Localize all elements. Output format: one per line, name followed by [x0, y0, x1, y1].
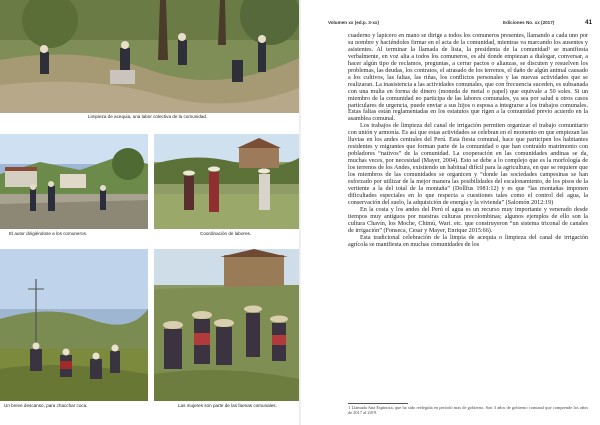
caption-photo-2: El autor dirigiéndose a los comuneros. — [9, 231, 88, 236]
running-header-right: Ediciones No. xx (2017) — [503, 20, 555, 25]
caption-photo-5: Las mujeres son parte de las faenas comunales. — [178, 403, 277, 408]
photo-coordination — [154, 134, 299, 229]
photo-author-addressing — [0, 134, 148, 229]
running-header-left: Volumen xx (ed.p. 3-xx) — [328, 20, 379, 25]
paragraph: Esta tradicional celebración de la limpia de acequia o limpieza del canal de irrigación agrícola se manifiesta en muchas comunidades de los — [348, 234, 588, 248]
paragraph: En la costa y los andes del Perú el agua es un recurso muy importante y venerado desde tiempos muy antiguos por nuestras culturas precolombinas; algunos ejemplos de ello son la cultura Chavín, los Moche, Chimú, Wari. etc. que construyeron “un sistema triconal de canales de irrigación” (Fonseca, Cesar y Mayer, Enrique 2015:66). — [348, 206, 588, 234]
footnote: 1 Llamada Ana Espinoza, que ha sido reelegida en periodo mas de gobierno. Son 3 años de gobierno comunal que comprende los años de 2017 al 2019. — [348, 405, 588, 416]
photo-coca-break — [0, 249, 148, 401]
page-number: 41 — [585, 19, 593, 26]
photo-acequia-cleaning — [0, 0, 299, 113]
photo-women-labor — [154, 249, 299, 401]
paragraph: cuaderno y lapicero en mano se dirige a todos los comuneros presentes, llamando a cada uno por su nombre y haciéndoles firmar en el acta de la comunidad, mientras va marcando los ausentes y asistentes. Al terminar la llamada de lista, la presidenta de la comunidad¹ se manifiesta verbalmente, en voz alta a todos los comuneros, es ahí donde empiezan a dialogar, conversar, a hacer algún tipo de reclamos, preguntas, a cerrar pactos o alianzas, se discuten y resuelven los problemas, las deudas, los contratos, el atrasado de los terrenos, el daño de algún animal causado a los cultivos, las faltas, las riñas, los conflictos personales y las nuevas actividades que se realizaran. La inasistencia a las actividades comunales, que con frecuencia suceden, es subsanada con una multa en forma de dinero (moneda de metal o papel) que equivale a 50 soles. Si un miembro de la comunidad no participa de las labores comunales, ya sea por salud u otros casos particulares de urgencia, puede enviar a sus hijos o esposa a integrarse a los trabajos comunales. Estas faltas están reglamentadas en los estatutos que rigen a la comunidad previo acuerdo en la asamblea comunal. — [348, 33, 588, 123]
caption-photo-3: Coordinación de labores. — [200, 231, 252, 236]
page-gutter — [299, 0, 301, 425]
body-text — [348, 33, 588, 249]
caption-photo-4: Un breve descanso, para chacchar coca. — [4, 403, 88, 408]
footnote-divider — [348, 403, 408, 404]
caption-photo-1: Limpieza de acequia, una labor colectiva de la comunidad. — [88, 114, 208, 119]
paragraph: Los trabajos de limpieza del canal de irrigación permiten organizar el trabajo comunitario con unión y armonía. Es así que estas actividades se celebran en el momento en que empiezan las lluvias en los andes centrales del Perú. Esta fiesta comunal, hace que participen los habitantes residentes y migrantes que forman parte de la comunidad o que han contraído matrimonio con pobladores “nativos” de la comunidad. La cooperación en las comunidades andinas se da, muchas veces, por necesidad (Mayer, 2004). Esto se debe a lo complejo que es la morfología de los terrenos de los Andes, existiendo un habitual difícil para la agricultura, en que se requiere que los miembros de las comunidades se organicen y “donde las sociedades campesinas se han esforzado por utilizar de la mejor manera las posibilidades del escalonamiento, de los pisos de la vertiente a la del total de la montaña” (Dollfus 1981:12) y es que “las montañas imponen dificultades especiales en lo que respecta a cuestiones tales como el control del agua, la conservación del suelo, la adquisición de energía y la vivienda” (Salomón 2012:19) — [348, 123, 588, 206]
